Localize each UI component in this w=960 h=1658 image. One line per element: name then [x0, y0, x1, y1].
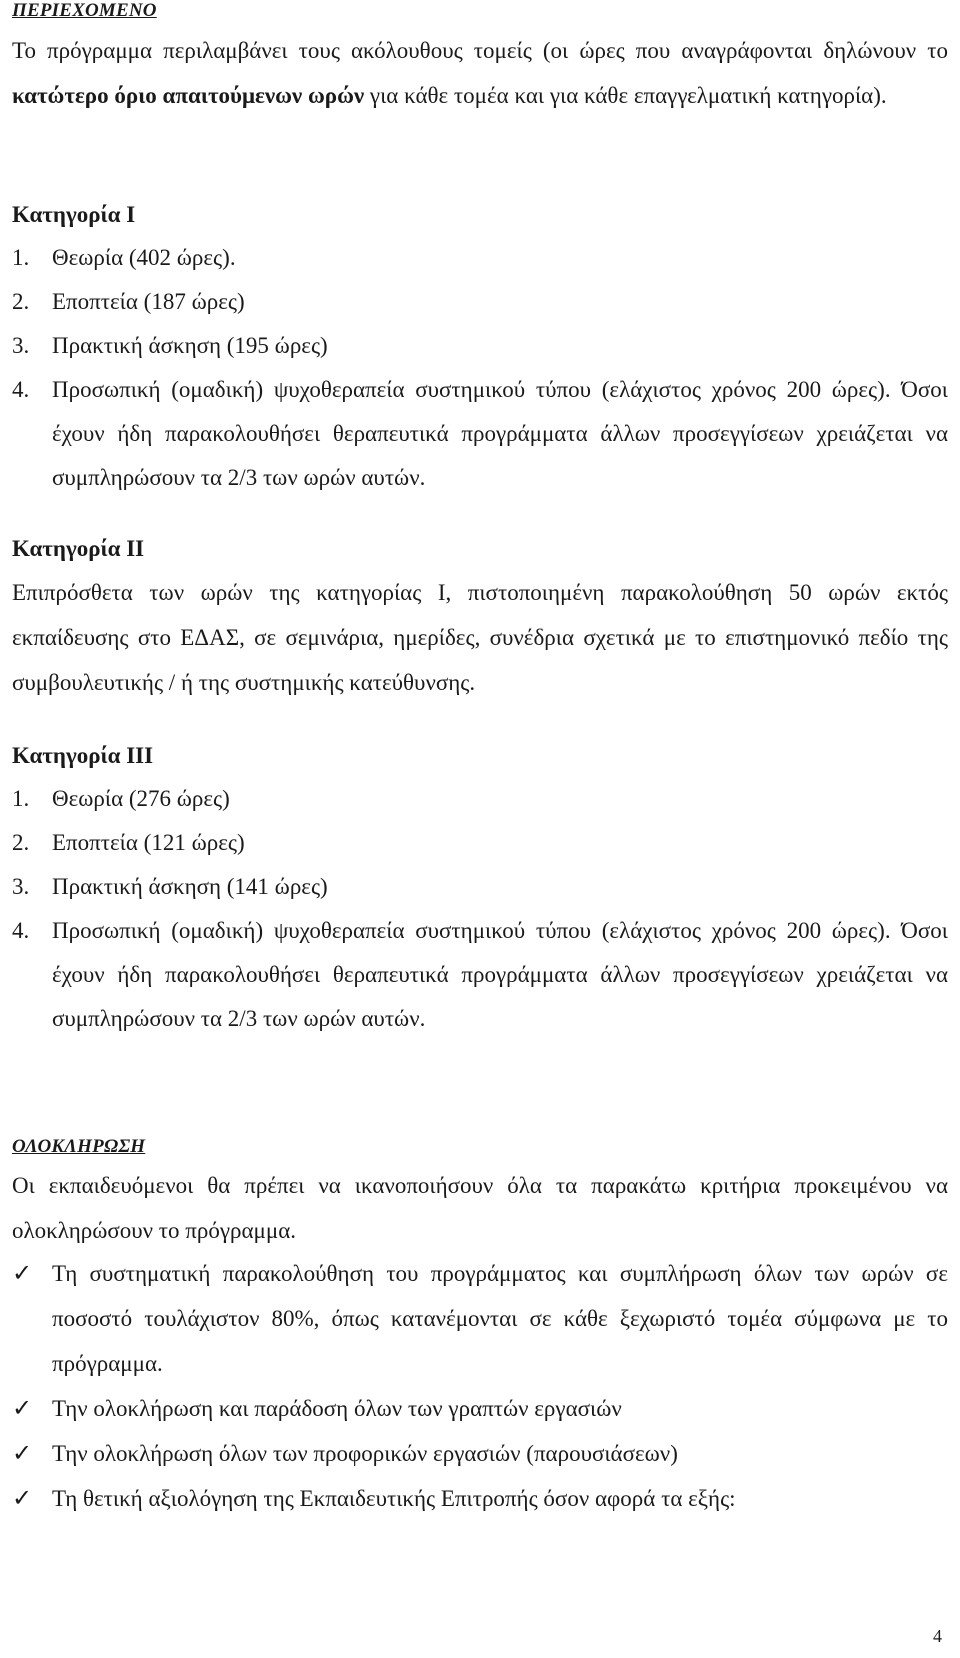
list-item: [12, 1251, 948, 1386]
list-item: [12, 777, 948, 821]
list-number: 4.: [12, 377, 30, 402]
list-text: Εποπτεία (121 ώρες): [52, 830, 245, 855]
list-number: 3.: [12, 333, 30, 358]
list-text: Πρακτική άσκηση (195 ώρες): [52, 333, 328, 358]
list-text: Θεωρία (402 ώρες).: [52, 245, 236, 270]
contents-heading: ΠΕΡΙΕΧΟΜΕΝΟ: [12, 0, 157, 21]
list-item: [12, 368, 948, 500]
list-item: [12, 865, 948, 909]
list-item: [12, 1386, 948, 1431]
page-number: 4: [933, 1626, 942, 1646]
completion-heading: ΟΛΟΚΛΗΡΩΣΗ: [12, 1136, 146, 1157]
criterion-text: Τη θετική αξιολόγηση της Εκπαιδευτικής Επιτροπής όσον αφορά τα εξής:: [52, 1486, 736, 1511]
list-number: 2.: [12, 830, 30, 855]
category-3-list: [12, 777, 948, 1041]
list-number: 2.: [12, 289, 30, 314]
completion-criteria: [12, 1251, 948, 1521]
list-number: 3.: [12, 874, 30, 899]
checkmark-icon: ✓: [12, 1259, 33, 1287]
list-text: Προσωπική (ομαδική) ψυχοθεραπεία συστημικού τύπου (ελάχιστος χρόνος 200 ώρες). Όσοι έχουν ήδη παρακολουθήσει θεραπευτικά προγράμματα άλλων προσεγγίσεων χρειάζεται να συμπληρώσουν τα 2/3 των ωρών αυτών.: [52, 918, 948, 1031]
list-text: Εποπτεία (187 ώρες): [52, 289, 245, 314]
category-2-title: Κατηγορία ΙΙ: [12, 536, 145, 561]
contents-intro-end: για κάθε τομέα και για κάθε επαγγελματική κατηγορία).: [364, 83, 887, 108]
list-text: Θεωρία (276 ώρες): [52, 786, 230, 811]
category-2-text: Επιπρόσθετα των ωρών της κατηγορίας Ι, πιστοποιημένη παρακολούθηση 50 ωρών εκτός εκπαίδευσης στο ΕΔΑΣ, σε σεμινάρια, ημερίδες, συνέδρια σχετικά με το επιστημονικό πεδίο της συμβουλευτικής / ή της συστημικής κατεύθυνσης.: [12, 580, 948, 695]
checkmark-icon: ✓: [12, 1394, 33, 1422]
list-item: [12, 1431, 948, 1476]
list-item: [12, 236, 948, 280]
checkmark-icon: ✓: [12, 1484, 33, 1512]
list-item: [12, 280, 948, 324]
criterion-text: Τη συστηματική παρακολούθηση του προγράμματος και συμπλήρωση όλων των ωρών σε ποσοστό τουλάχιστον 80%, όπως κατανέμονται σε κάθε ξεχωριστό τομέα σύμφωνα με το πρόγραμμα.: [52, 1261, 948, 1376]
contents-intro: [12, 28, 948, 118]
list-number: 4.: [12, 918, 30, 943]
criterion-text: Την ολοκλήρωση και παράδοση όλων των γραπτών εργασιών: [52, 1396, 622, 1421]
category-3-title: Κατηγορία ΙΙΙ: [12, 743, 154, 768]
contents-intro-bold: κατώτερο όριο απαιτούμενων ωρών: [12, 83, 365, 108]
list-item: [12, 821, 948, 865]
list-item: [12, 909, 948, 1041]
list-number: 1.: [12, 245, 30, 270]
category-1-list: [12, 236, 948, 500]
list-item: [12, 324, 948, 368]
category-1-title: Κατηγορία Ι: [12, 202, 136, 227]
contents-intro-start: Το πρόγραμμα περιλαμβάνει τους ακόλουθους τομείς (οι ώρες που αναγράφονται δηλώνουν το: [12, 38, 948, 63]
checkmark-icon: ✓: [12, 1439, 33, 1467]
list-text: Προσωπική (ομαδική) ψυχοθεραπεία συστημικού τύπου (ελάχιστος χρόνος 200 ώρες). Όσοι έχουν ήδη παρακολουθήσει θεραπευτικά προγράμματα άλλων προσεγγίσεων χρειάζεται να συμπληρώσουν τα 2/3 των ωρών αυτών.: [52, 377, 948, 490]
list-item: [12, 1476, 948, 1521]
list-number: 1.: [12, 786, 30, 811]
completion-intro: Οι εκπαιδευόμενοι θα πρέπει να ικανοποιήσουν όλα τα παρακάτω κριτήρια προκειμένου να ολοκληρώσουν το πρόγραμμα.: [12, 1173, 948, 1243]
criterion-text: Την ολοκλήρωση όλων των προφορικών εργασιών (παρουσιάσεων): [52, 1441, 678, 1466]
list-text: Πρακτική άσκηση (141 ώρες): [52, 874, 328, 899]
